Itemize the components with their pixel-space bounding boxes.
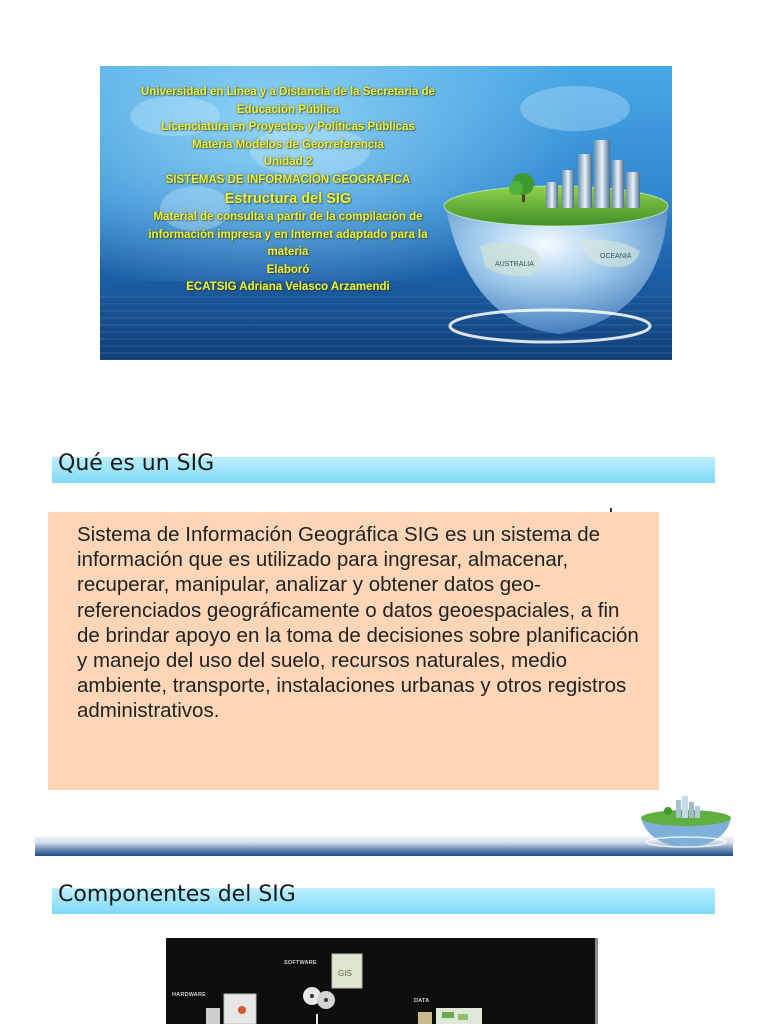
banner-line: Universidad en Línea y a Distancia de la Secretaria de xyxy=(140,86,436,98)
banner-line: Unidad 2 xyxy=(263,156,313,168)
banner-line: Material de consulta a partir de la compilación de xyxy=(153,211,423,223)
world-map-shape xyxy=(520,86,630,131)
banner-line: materia xyxy=(267,246,309,258)
components-figure xyxy=(166,938,598,1024)
definition-text: Sistema de Información Geográfica SIG es un sistema de información que es utilizado para ingresar, almacenar, recuperar, manipular, analizar y obtener datos geo-referenciados geográficamente o datos geoespaciales, a fin de brindar apoyo en la toma de decisiones sobre planificación y manejo del uso del suelo, recursos naturales, medio ambiente, transporte, instalaciones urbanas y otros registros administrativos. xyxy=(77,523,639,723)
section-heading-componentes: Componentes del SIG xyxy=(58,882,296,907)
definition-box xyxy=(48,512,659,790)
gis-box-label: GIS xyxy=(338,969,352,978)
section-heading-bar xyxy=(52,882,715,914)
components-illustration xyxy=(166,938,598,1024)
label-data: DATA xyxy=(414,998,430,1004)
banner-text-block xyxy=(114,84,462,297)
banner-line: Educación Pública xyxy=(236,103,340,116)
banner-title: Estructura del SIG xyxy=(224,191,352,207)
banner-line: SISTEMAS DE INFORMACIÓN GEOGRÁFICA xyxy=(165,173,411,186)
banner-line: Licenciatura en Proyectos y Políticas Públicas xyxy=(161,121,415,133)
mini-globe-icon xyxy=(638,796,734,850)
section-heading-que-es: Qué es un SIG xyxy=(58,451,215,476)
banner-line: Materia Modelos de Georreferencia xyxy=(192,138,384,151)
label-hardware: HARDWARE xyxy=(172,992,206,998)
banner-line: información impresa y en Internet adaptado para la xyxy=(148,228,428,241)
banner-line: Elaboró xyxy=(266,263,310,276)
globe-city-illustration xyxy=(440,126,672,360)
title-banner xyxy=(100,66,672,360)
section-heading-bar xyxy=(52,451,715,483)
slide-divider-bar xyxy=(35,836,733,856)
map-label-oceania: OCEANIA xyxy=(600,253,632,260)
map-label-australia: AUSTRALIA xyxy=(495,261,534,268)
banner-line: ECATSIG Adriana Velasco Arzamendi xyxy=(186,281,390,293)
label-software: SOFTWARE xyxy=(284,960,317,966)
